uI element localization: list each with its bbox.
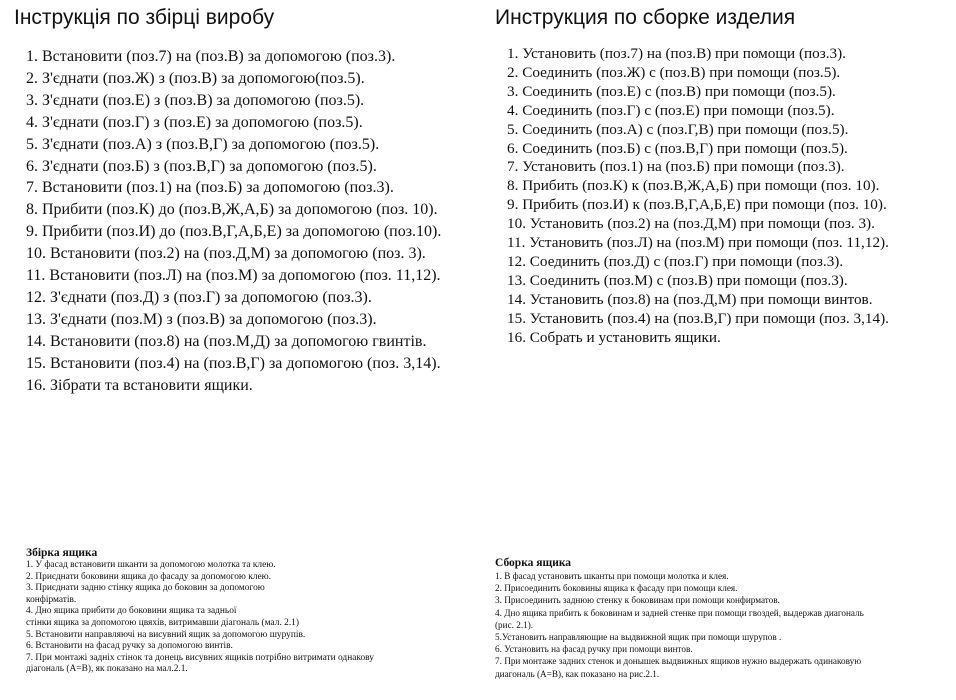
step-item: 1. Установить (поз.7) на (поз.В) при помощи (поз.3). — [507, 45, 846, 62]
step-item: 13. Соединить (поз.М) с (поз.В) при помощи (поз.3). — [507, 271, 848, 289]
step-item: 2. З'єднати (поз.Ж) з (поз.В) за допомогою(поз.5). — [26, 69, 365, 87]
drawer-step-line: конфірматів. — [26, 594, 77, 605]
drawer-step-line: діагональ (А=В), як показано на мал.2.1. — [26, 664, 188, 675]
step-item: 9. Прибити (поз.И) до (поз.В,Г,А,Б,Е) за допомогою (поз.10). — [26, 223, 442, 241]
drawer-step-line: 6. Встановити на фасад ручку за допомогою винтів. — [26, 641, 233, 652]
ukrainian-title: Інструкція по збірці виробу — [14, 6, 275, 29]
step-item: 6. Соединить (поз.Б) с (поз.В,Г) при помощи (поз.5). — [507, 139, 848, 157]
ukrainian-steps-list — [26, 46, 474, 397]
drawer-assembly-title: Збірка ящика — [26, 547, 98, 559]
step-item: 16. Собрать и установить ящики. — [507, 328, 721, 346]
step-item: 4. З'єднати (поз.Г) з (поз.Е) за допомогою (поз.5). — [26, 113, 363, 131]
step-item: 12. З'єднати (поз.Д) з (поз.Г) за допомогою (поз.3). — [26, 288, 372, 306]
drawer-step-line: стінки ящика за допомогою цвяхів, витримавши діагональ (мал. 2.1) — [26, 617, 299, 628]
step-item: 9. Прибить (поз.И) к (поз.В,Г,А,Б,Е) при помощи (поз. 10). — [507, 196, 887, 214]
step-item: 5. З'єднати (поз.А) з (поз.В,Г) за допомогою (поз.5). — [26, 135, 380, 153]
drawer-step-line: 5. Встановити направляючі на висувний ящик за допомогою шурупів. — [26, 629, 306, 640]
step-item: 16. Зібрати та встановити ящики. — [26, 376, 253, 394]
drawer-step-line: 7. При монтажі задніх стінок та донець висувних ящиків потрібно витримати однакову — [26, 652, 374, 663]
drawer-step-line: 3. Приєднати задню стінку ящика до боковин за допомогою — [26, 583, 265, 594]
drawer-step-line: 5.Установить направляющие на выдвижной ящик при помощи шурупов . — [495, 632, 782, 643]
drawer-step-line: 3. Присоединить заднюю стенку к боковинам при помощи конфирматов. — [495, 595, 780, 606]
step-item: 14. Встановити (поз.8) на (поз.М,Д) за допомогою гвинтів. — [26, 332, 427, 350]
drawer-step-line: 4. Дно ящика прибить к боковинам и задней стенке при помощи гвоздей, выдержав диагональ — [495, 607, 864, 618]
drawer-step-line: 1. В фасад установить шканты при помощи молотка и клея. — [495, 571, 729, 581]
drawer-step-line: диагональ (А=В), как показано на рис.2.1. — [495, 668, 660, 679]
drawer-step-line: (рис. 2.1). — [495, 619, 534, 630]
russian-steps-list — [507, 46, 950, 349]
step-item: 12. Соединить (поз.Д) с (поз.Г) при помощи (поз.3). — [507, 252, 844, 270]
drawer-step-line: 2. Присоединить боковины ящика к фасаду при помощи клея. — [495, 583, 738, 594]
step-item: 10. Встановити (поз.2) на (поз.Д,М) за допомогою (поз. 3). — [26, 245, 426, 263]
step-item: 11. Установить (поз.Л) на (поз.М) при помощи (поз. 11,12). — [507, 234, 889, 252]
step-item: 8. Прибити (поз.К) до (поз.В,Ж,А,Б) за допомогою (поз. 10). — [26, 201, 438, 219]
drawer-step-line: 7. При монтаже задних стенок и донышек выдвижных ящиков нужно выдержать одинаковую — [495, 656, 862, 667]
step-item: 15. Встановити (поз.4) на (поз.В,Г) за допомогою (поз. 3,14). — [26, 354, 441, 372]
step-item: 8. Прибить (поз.К) к (поз.В,Ж,А,Б) при помощи (поз. 10). — [507, 177, 880, 195]
step-item: 3. З'єднати (поз.Е) з (поз.В) за допомогою (поз.5). — [26, 91, 365, 109]
step-item: 13. З'єднати (поз.М) з (поз.В) за допомогою (поз.3). — [26, 310, 377, 328]
step-item: 4. Соединить (поз.Г) с (поз.Е) при помощи (поз.5). — [507, 101, 835, 119]
drawer-assembly-title: Сборка ящика — [495, 557, 572, 569]
russian-title: Инструкция по сборке изделия — [495, 6, 796, 29]
drawer-step-line: 1. У фасад встановити шканти за допомогою молотка та клею. — [26, 560, 276, 570]
step-item: 7. Установить (поз.1) на (поз.Б) при помощи (поз.3). — [507, 158, 845, 176]
russian-drawer-assembly — [495, 556, 950, 680]
step-item: 15. Установить (поз.4) на (поз.В,Г) при помощи (поз. 3,14). — [507, 309, 889, 327]
drawer-step-line: 2. Приєднати боковини ящика до фасаду за допомогою клею. — [26, 571, 272, 582]
ukrainian-drawer-assembly — [26, 546, 474, 676]
drawer-step-line: 4. Дно ящика прибити до боковини ящика та задньої — [26, 606, 237, 617]
step-item: 5. Соединить (поз.А) с (поз.Г,В) при помощи (поз.5). — [507, 120, 849, 138]
step-item: 10. Установить (поз.2) на (поз.Д,М) при помощи (поз. 3). — [507, 215, 875, 233]
step-item: 3. Соединить (поз.Е) с (поз.В) при помощи (поз.5). — [507, 82, 836, 100]
drawer-step-line: 6. Установить на фасад ручку при помощи винтов. — [495, 644, 693, 655]
step-item: 2. Соединить (поз.Ж) с (поз.В) при помощи (поз.5). — [507, 63, 841, 81]
step-item: 1. Встановити (поз.7) на (поз.В) за допомогою (поз.3). — [26, 48, 396, 65]
step-item: 6. З'єднати (поз.Б) з (поз.В,Г) за допомогою (поз.5). — [26, 157, 377, 175]
step-item: 14. Установить (поз.8) на (поз.Д,М) при помощи винтов. — [507, 290, 873, 308]
step-item: 7. Встановити (поз.1) на (поз.Б) за допомогою (поз.3). — [26, 179, 394, 197]
step-item: 11. Встановити (поз.Л) на (поз.М) за допомогою (поз. 11,12). — [26, 267, 441, 285]
